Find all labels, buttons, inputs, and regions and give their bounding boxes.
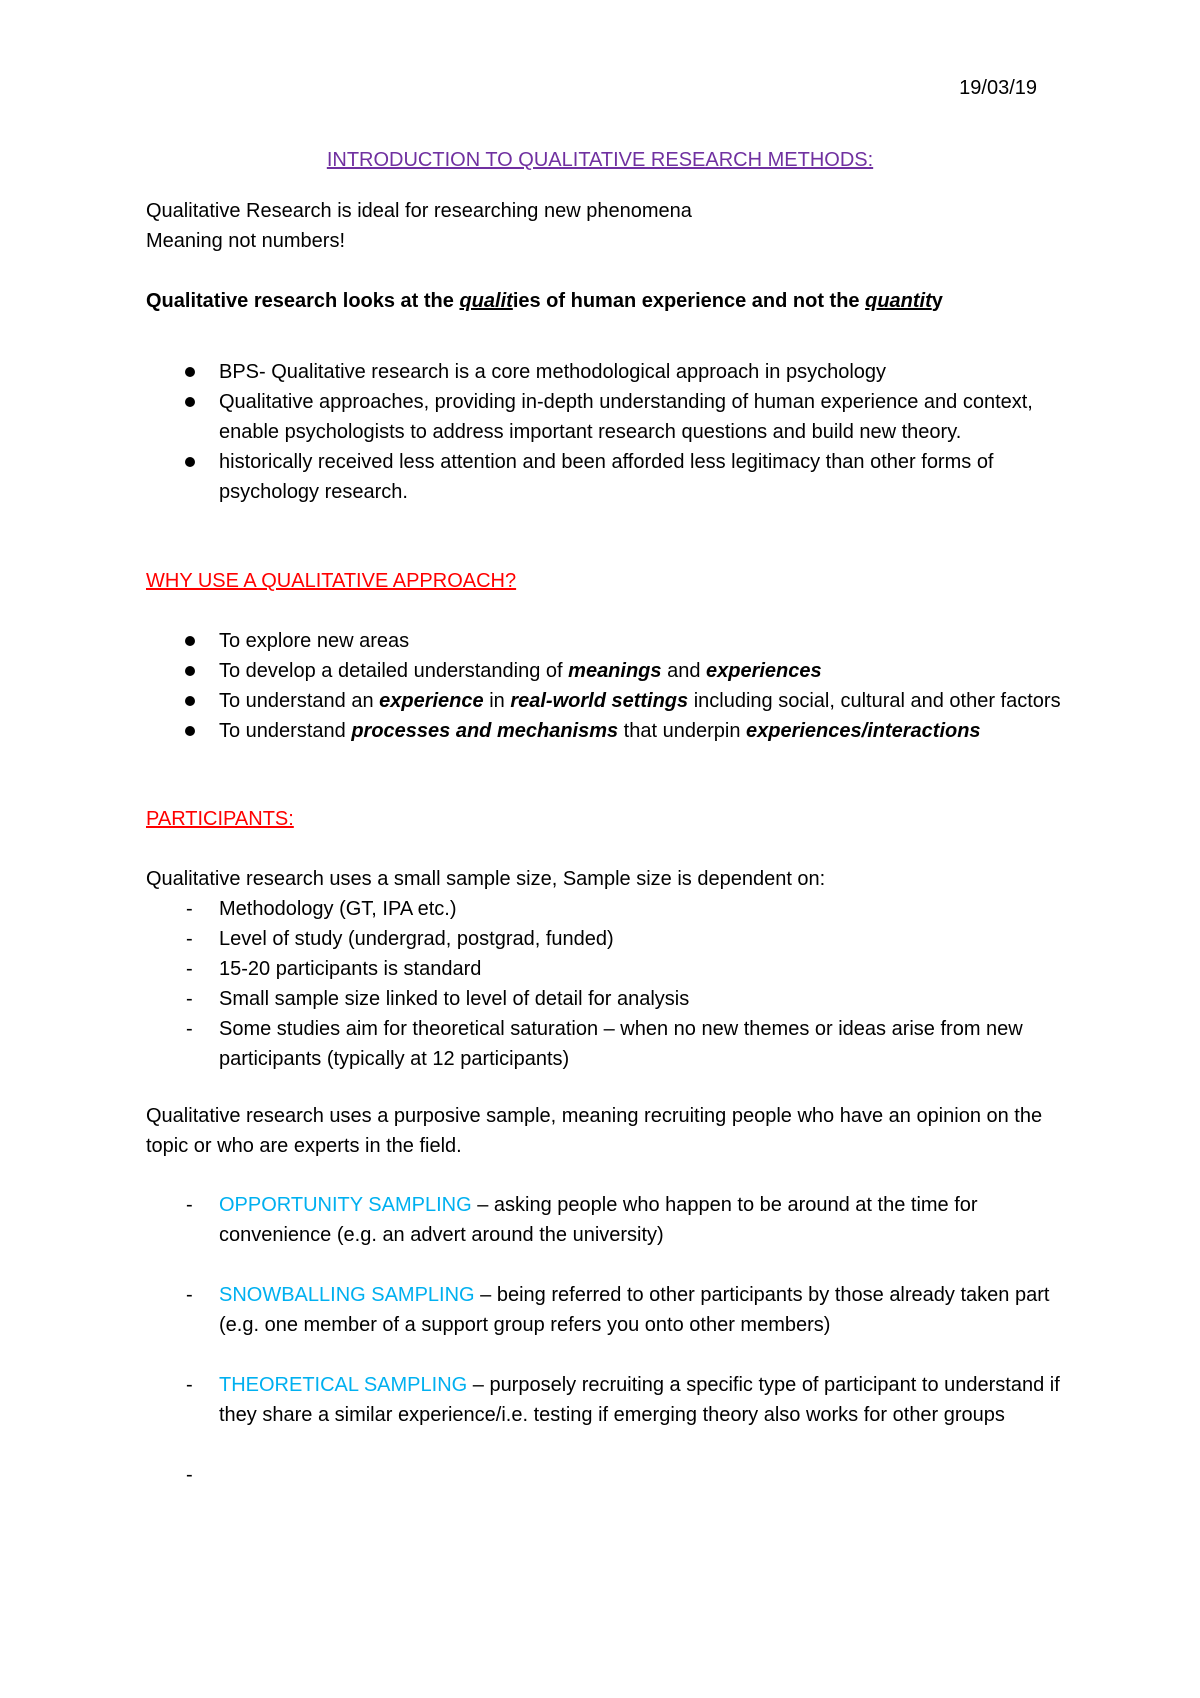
why-emphasis: processes and mechanisms [351,720,619,742]
list-item-text: 15-20 participants is standard [219,958,482,980]
sampling-types-list [146,1190,1076,1486]
sampling-description: – asking people who happen to be around at the time for convenience (e.g. an advert around the university) [219,1194,978,1246]
participants-intro: Qualitative research uses a small sample size, Sample size is dependent on: [146,868,826,890]
qualities-text-3: y [931,290,943,312]
qualities-text-2: ies of human experience and not the [512,290,866,312]
qualities-text-1: Qualitative research looks at the [146,290,460,312]
why-heading: WHY USE A QUALITATIVE APPROACH? [146,570,517,592]
list-item [146,716,1076,746]
list-item [146,984,1076,1014]
dash-marker: - [186,988,193,1010]
bps-bullet-list [146,357,1076,507]
list-item: historically received less attention and been afforded less legitimacy than other forms of psychology research. [146,447,1076,507]
list-item [146,1370,1076,1430]
why-emphasis: real-world settings [510,690,689,712]
sampling-term: SNOWBALLING SAMPLING [219,1284,475,1306]
list-item: Qualitative approaches, providing in-depth understanding of human experience and context, enable psychologists to address important research questions and build new theory. [146,387,1076,447]
page-title: INTRODUCTION TO QUALITATIVE RESEARCH METHODS: [326,149,874,171]
why-text: including social, cultural and other factors [688,690,1061,712]
intro-line-1: Qualitative Research is ideal for researching new phenomena [146,200,692,222]
dash-marker: - [186,958,193,980]
list-item-text: Some studies aim for theoretical saturation – when no new themes or ideas arise from new participants (typically at 12 participants) [219,1018,1023,1070]
dash-marker: - [186,1284,193,1306]
why-text: To understand an [219,690,380,712]
intro-line-2: Meaning not numbers! [146,230,346,252]
sample-size-list [146,894,1076,1074]
list-item-text: Methodology (GT, IPA etc.) [219,898,457,920]
qualities-emphasis: qualit [459,290,513,312]
participants-heading: PARTICIPANTS: [146,808,294,830]
dash-marker: - [186,1374,193,1396]
dash-marker: - [186,928,193,950]
list-item-text: Small sample size linked to level of detail for analysis [219,988,690,1010]
sampling-description: – purposely recruiting a specific type of participant to understand if they share a similar experience/i.e. testing if emerging theory also works for other groups [219,1374,1060,1426]
qualities-statement [146,286,943,316]
why-text: that underpin [618,720,746,742]
sampling-description: – being referred to other participants by those already taken part (e.g. one member of a support group refers you onto other members) [219,1284,1050,1336]
dash-marker: - [186,898,193,920]
sampling-term: OPPORTUNITY SAMPLING [219,1194,472,1216]
list-item-text: Level of study (undergrad, postgrad, funded) [219,928,614,950]
quantity-emphasis: quantit [865,290,932,312]
list-item [146,1280,1076,1340]
list-item: To explore new areas [146,626,1076,656]
list-item [146,656,1076,686]
list-item: BPS- Qualitative research is a core methodological approach in psychology [146,357,1076,387]
date: 19/03/19 [959,77,1037,99]
dash-marker: - [186,1194,193,1216]
list-item [146,686,1076,716]
dash-marker: - [186,1464,193,1486]
why-text: and [661,660,706,682]
why-bullet-list [146,626,1076,746]
list-item [146,924,1076,954]
list-item [146,954,1076,984]
why-text: To develop a detailed understanding of [219,660,569,682]
dash-marker: - [186,1018,193,1040]
sampling-term: THEORETICAL SAMPLING [219,1374,468,1396]
why-text: To understand [219,720,352,742]
list-item [146,1190,1076,1250]
why-text: in [483,690,511,712]
purposive-paragraph: Qualitative research uses a purposive sample, meaning recruiting people who have an opinion on the topic or who are experts in the field. [146,1105,1043,1157]
why-emphasis: experiences/interactions [746,720,981,742]
why-emphasis: experiences [706,660,822,682]
why-emphasis: experience [379,690,484,712]
why-emphasis: meanings [568,660,662,682]
list-item [146,1014,1076,1074]
list-item [146,894,1076,924]
